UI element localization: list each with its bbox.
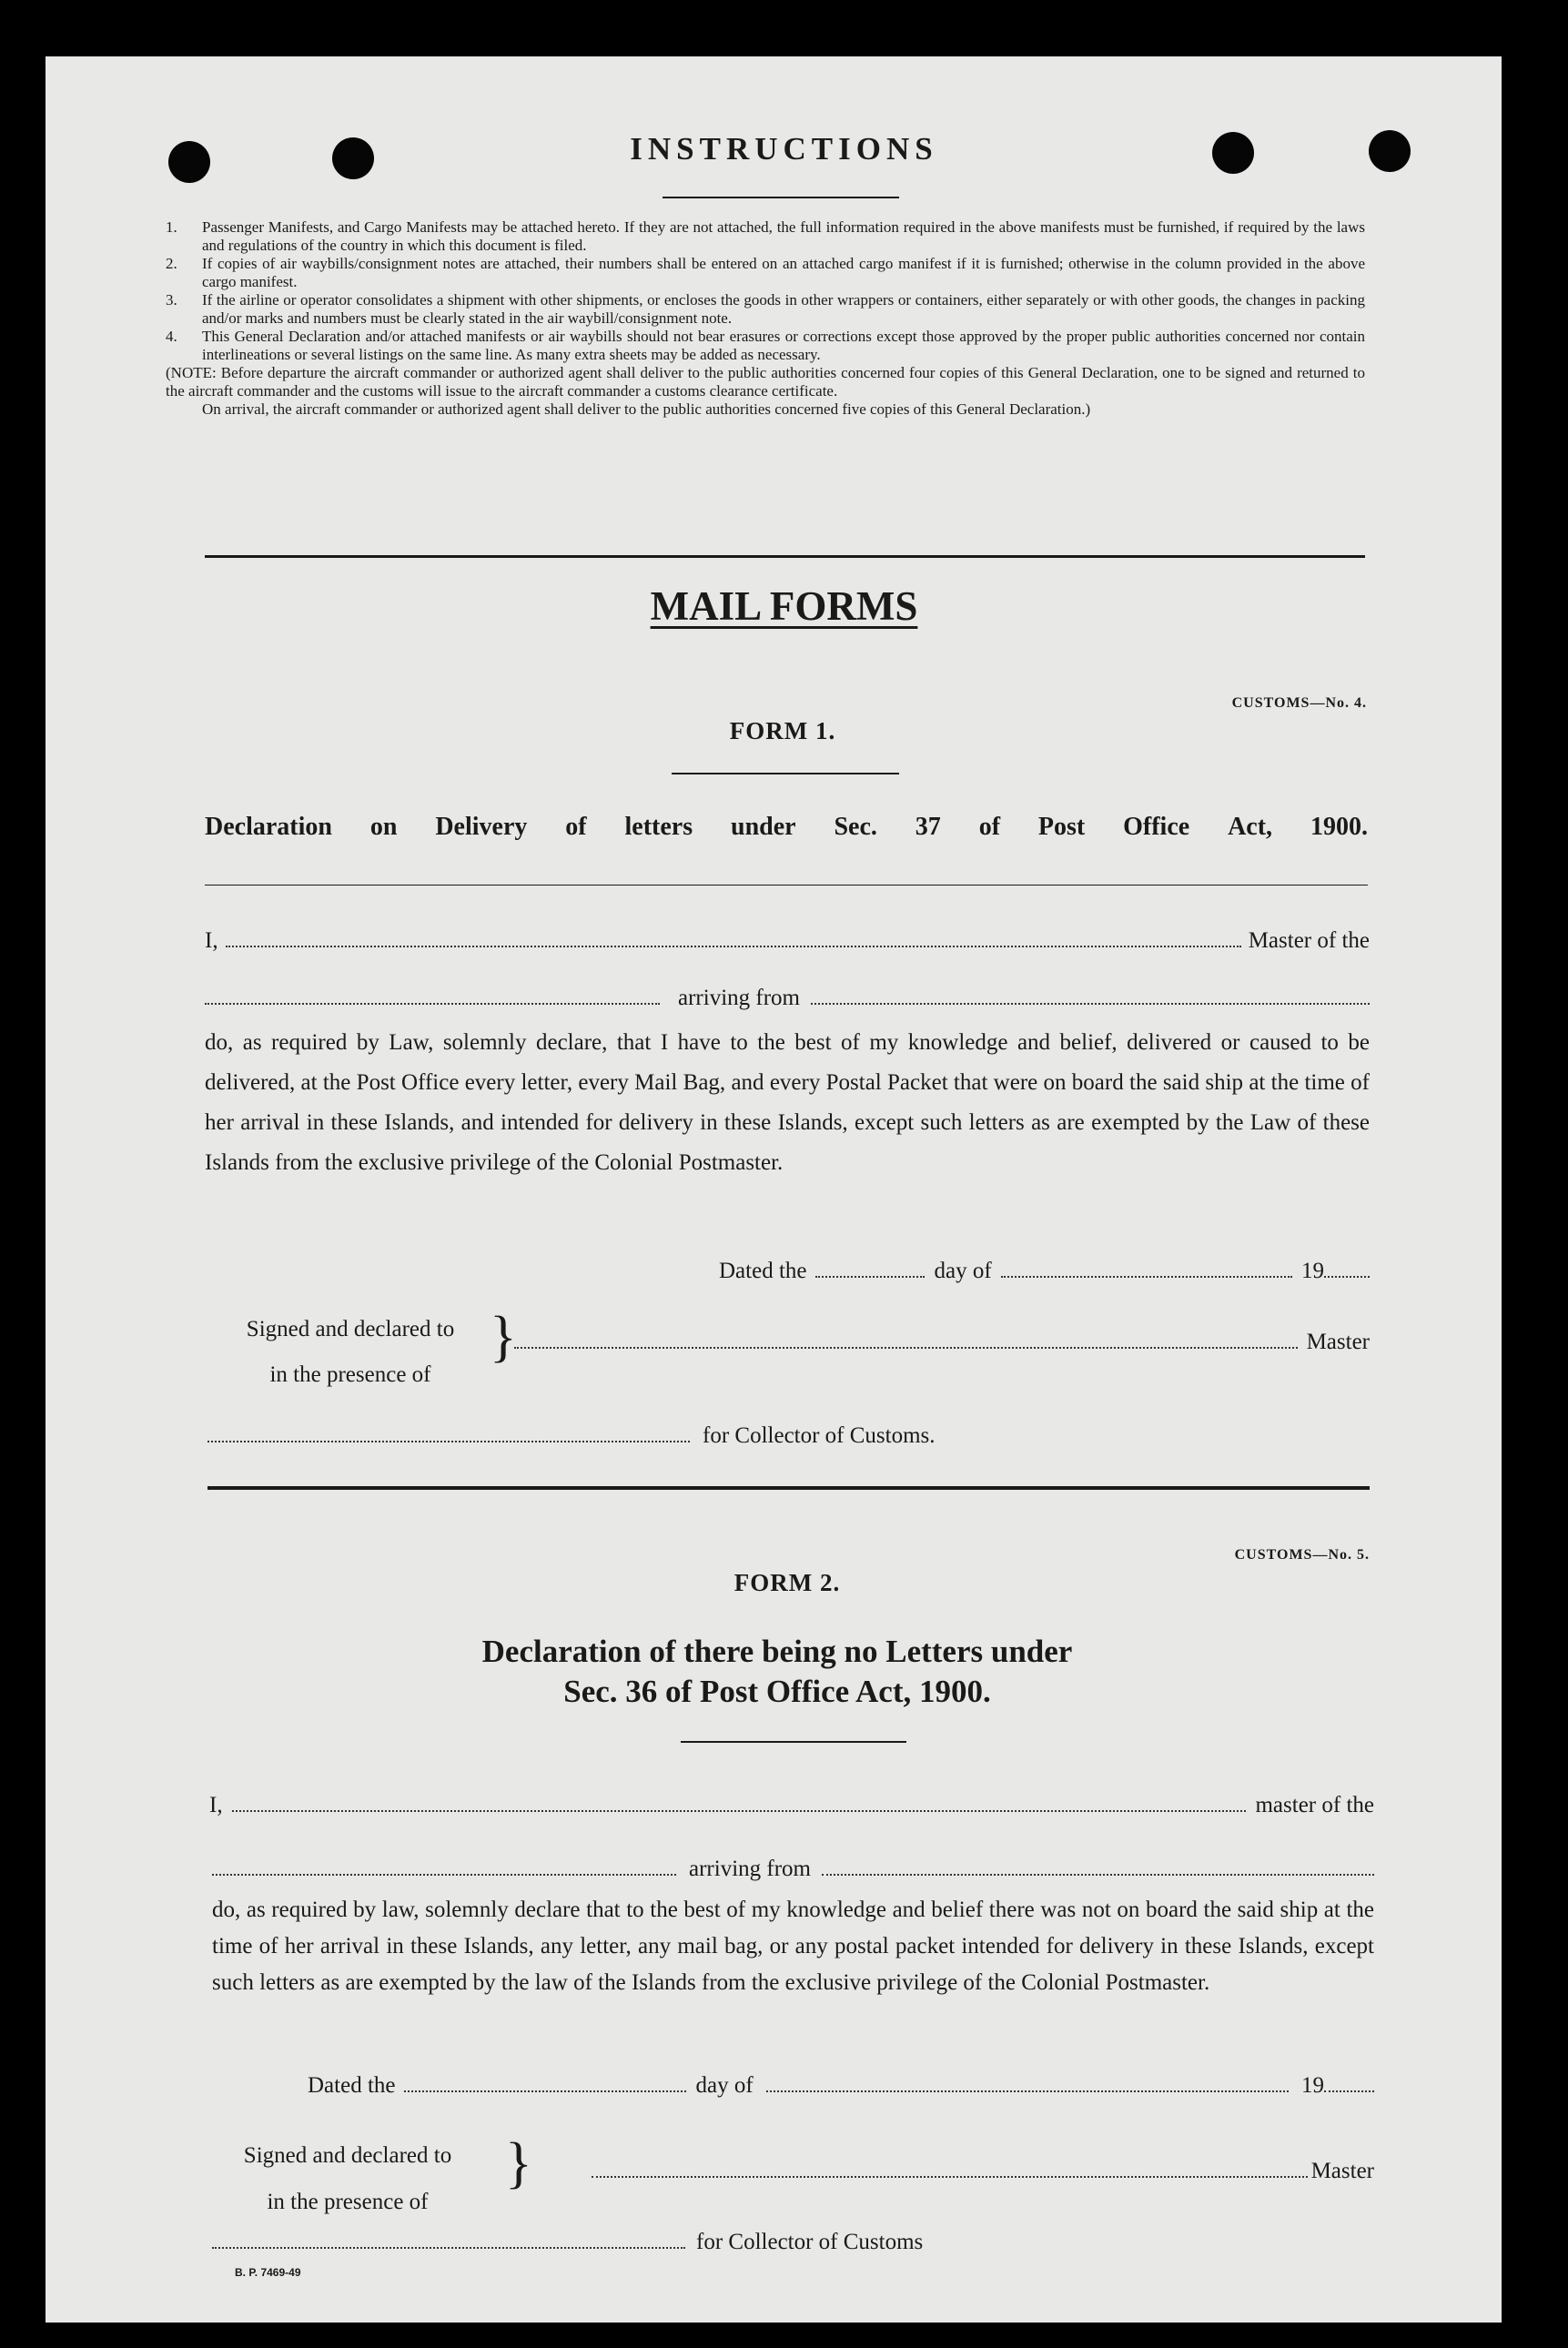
form2-day-field[interactable] <box>404 2074 686 2092</box>
form2-body-text: do, as required by law, solemnly declare that to the best of my knowledge and belief there was not on board the said ship at the time of her arrival in these Islands, any letter, any mail bag, or any postal packet intended for delivery in these Islands, except such letters as are exempted by the law of the Islands from the exclusive privilege of the Colonial Postmaster. <box>212 1898 1374 1995</box>
form1-name-field[interactable] <box>226 929 1241 947</box>
form1-origin-field[interactable] <box>811 987 1370 1005</box>
form2-brace: } <box>505 2132 532 2194</box>
form1-body-text: do, as required by Law, solemnly declare, that I have to the best of my knowledge and belief, delivered or caused to be delivered, at the Post Office every letter, every Mail Bag, and every Postal Packet that were on board the said ship at the time of her arrival in these Islands, and intended for delivery in these Islands, except such letters as are exempted by the Law of these Islands from the exclusive privilege of the Colonial Postmaster. <box>205 1030 1370 1175</box>
form1-heading-rule <box>205 885 1368 886</box>
instruction-item-3: 3. If the airline or operator consolidates a shipment with other shipments, or encloses the goods in other wrappers or containers, either separately or with other goods, the changes in packing and/or marks and numbers must be clearly stated in the air waybill/consignment note. <box>166 291 1365 327</box>
form1-customs-number: CUSTOMS—No. 4. <box>1231 695 1367 711</box>
form2-name-row: I, master of the <box>209 1793 1374 1817</box>
instructions-title: INSTRUCTIONS <box>630 131 938 167</box>
form2-master-signature-field[interactable] <box>592 2160 1308 2178</box>
instructions-list <box>166 218 1365 419</box>
form2-declaration-heading: Declaration of there being no Letters under Sec. 36 of Post Office Act, 1900. <box>481 1634 1073 1709</box>
form1-collector-signature-field[interactable] <box>207 1424 690 1442</box>
form1-signed-label: Signed and declared to in the presence of <box>246 1317 455 1387</box>
form2-collector-row: for Collector of Customs <box>212 2230 1031 2255</box>
mail-forms-title: MAIL FORMS <box>650 583 918 629</box>
form2-ship-row: arriving from <box>212 1857 1374 1882</box>
form1-brace: } <box>490 1306 517 1368</box>
form2-master-row: Master <box>592 2159 1374 2184</box>
form1-declaration-heading: Declaration on Delivery of letters under Sec. 37 of Post Office Act, 1900. <box>205 813 1368 841</box>
form2-origin-field[interactable] <box>822 1857 1374 1876</box>
form2-title: FORM 2. <box>733 1569 841 1596</box>
form1-name-row: I, Master of the <box>205 928 1370 953</box>
form1-ship-row: arriving from <box>205 986 1370 1011</box>
instruction-item-4: 4. This General Declaration and/or attached manifests or air waybills should not bear erasures or corrections except those approved by the proper public authorities concerned nor contain interlineations or several listings on the same line. As many extra sheets may be added as necessary. <box>166 328 1365 363</box>
instruction-item-2: 2. If copies of air waybills/consignment notes are attached, their numbers shall be entered on an attached cargo manifest if it is furnished; otherwise in the column provided in the above cargo manifest. <box>166 255 1365 290</box>
title-underline <box>663 197 899 198</box>
form2-ship-field[interactable] <box>212 1857 676 1876</box>
form2-dated-row: Dated the day of 19 <box>308 2073 1374 2099</box>
form1-collector-row: for Collector of Customs. <box>207 1423 1027 1449</box>
form1-title-underline <box>672 773 899 774</box>
form2-year-field[interactable] <box>1324 2074 1374 2092</box>
form1-dated-row: Dated the day of 19 <box>719 1259 1370 1284</box>
section-divider <box>205 555 1365 558</box>
form1-month-field[interactable] <box>1001 1260 1292 1278</box>
footer-print-code: B. P. 7469-49 <box>235 2266 301 2279</box>
form2-signed-label: Signed and declared to in the presence of <box>243 2143 452 2214</box>
form1-ship-field[interactable] <box>205 987 660 1005</box>
form1-title: FORM 1. <box>729 717 836 744</box>
form1-day-field[interactable] <box>815 1260 925 1278</box>
form1-master-signature-field[interactable] <box>514 1331 1298 1349</box>
form2-name-field[interactable] <box>232 1794 1247 1812</box>
form1-year-field[interactable] <box>1324 1260 1370 1278</box>
form1-master-row: Master <box>514 1330 1370 1355</box>
form2-collector-signature-field[interactable] <box>212 2231 685 2249</box>
form-divider <box>207 1486 1370 1490</box>
form2-month-field[interactable] <box>766 2074 1289 2092</box>
instruction-note: (NOTE: Before departure the aircraft commander or authorized agent shall deliver to the public authorities concerned four copies of this General Declaration, one to be signed and returned to the aircraft commander and the customs will issue to the aircraft commander a customs clearance certificate. <box>166 364 1365 400</box>
form2-title-underline <box>681 1741 906 1743</box>
form2-customs-number: CUSTOMS—No. 5. <box>1234 1547 1370 1563</box>
instruction-item-1: 1. Passenger Manifests, and Cargo Manifests may be attached hereto. If they are not attached, the full information required in the above manifests must be furnished, if required by the laws and regulations of the country in which this document is filed. <box>166 218 1365 254</box>
instruction-note-arrival: On arrival, the aircraft commander or authorized agent shall deliver to the public authorities concerned five copies of this General Declaration.) <box>202 400 1091 418</box>
